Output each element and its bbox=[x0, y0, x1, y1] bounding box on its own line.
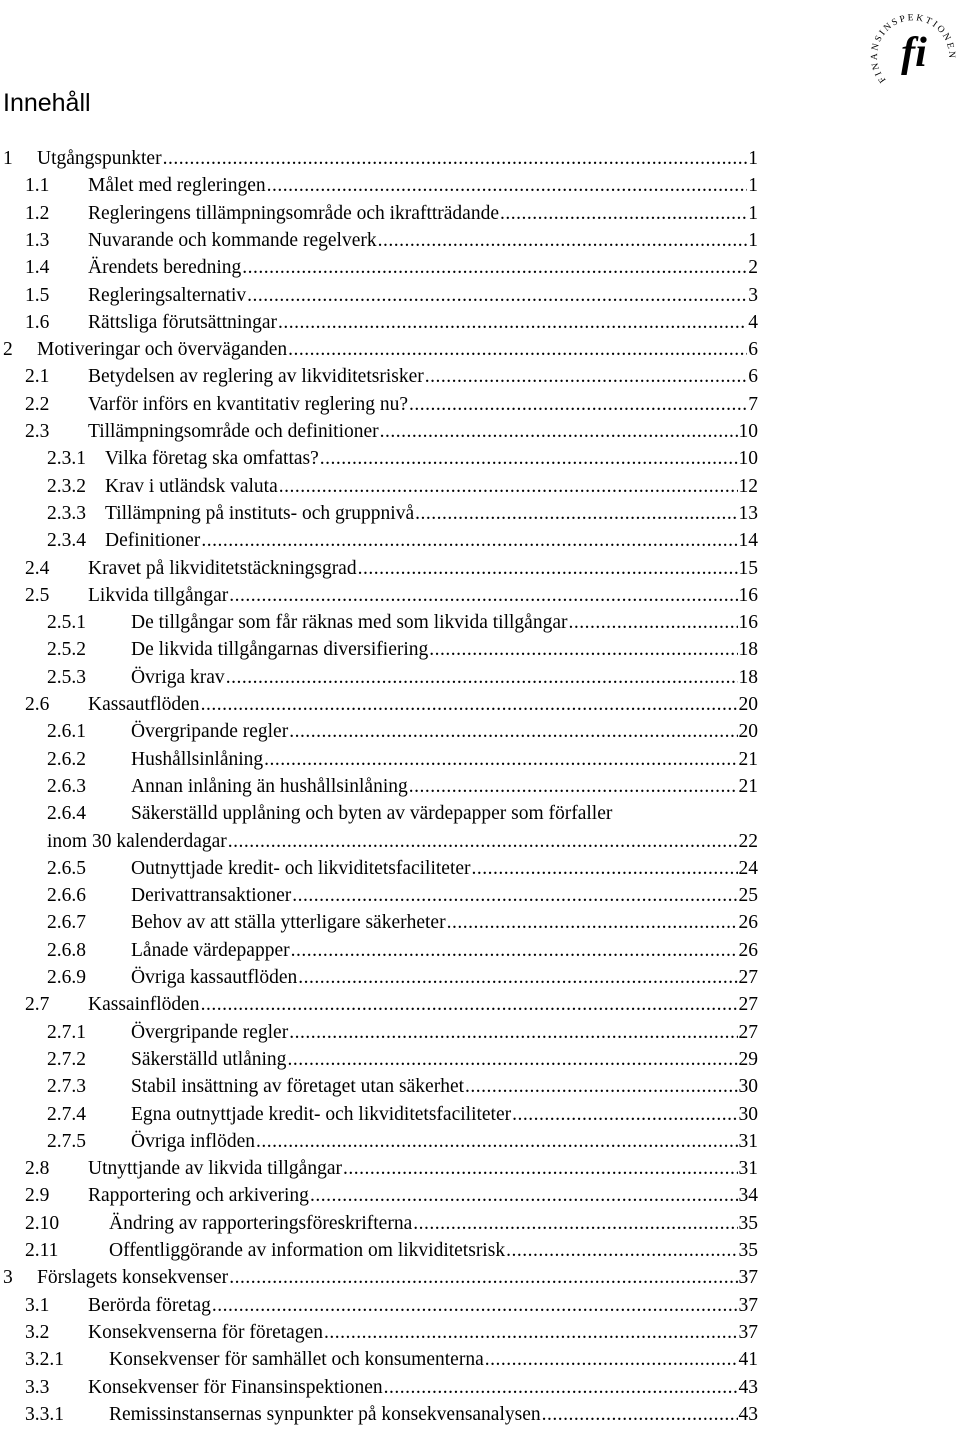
toc-entry[interactable] bbox=[0, 1401, 960, 1428]
toc-dot-leader bbox=[324, 1319, 738, 1346]
toc-entry-number: 2.7.3 bbox=[47, 1076, 86, 1098]
toc-entry[interactable] bbox=[0, 1210, 960, 1237]
toc-entry-title: inom 30 kalenderdagar bbox=[47, 830, 227, 852]
toc-dot-leader bbox=[472, 855, 738, 882]
toc-entry[interactable] bbox=[0, 200, 960, 227]
toc-entry-page: 10 bbox=[738, 448, 758, 470]
toc-entry[interactable] bbox=[0, 555, 960, 582]
toc-entry-page: 29 bbox=[738, 1048, 758, 1070]
toc-entry-number: 2.6.9 bbox=[47, 967, 86, 988]
toc-leader bbox=[131, 1128, 758, 1155]
toc-entry[interactable] bbox=[0, 391, 960, 418]
toc-entry-title: Konsekvenser för samhället och konsumenterna bbox=[109, 1349, 484, 1371]
toc-dot-leader bbox=[229, 582, 737, 609]
toc-entry-title: Varför införs en kvantitativ reglering nu? bbox=[88, 393, 409, 415]
toc-entry-page: 12 bbox=[738, 475, 758, 497]
toc-entry[interactable] bbox=[0, 445, 960, 472]
toc-leader bbox=[131, 1073, 758, 1100]
toc-dot-leader bbox=[287, 1046, 737, 1073]
toc-dot-leader bbox=[485, 1346, 738, 1373]
toc-leader bbox=[37, 145, 758, 172]
toc-entry-continuation[interactable] bbox=[0, 828, 960, 855]
toc-entry-page: 27 bbox=[738, 967, 758, 988]
toc-entry[interactable] bbox=[0, 1346, 960, 1373]
toc-entry-page: 3 bbox=[748, 284, 758, 306]
toc-leader bbox=[88, 200, 758, 227]
toc-entry[interactable] bbox=[0, 609, 960, 636]
toc-dot-leader bbox=[201, 527, 737, 554]
toc-entry-title: Annan inlåning än hushållsinlåning bbox=[131, 775, 408, 797]
toc-dot-leader bbox=[380, 418, 738, 445]
toc-entry-number: 1 bbox=[3, 148, 13, 169]
toc-entry[interactable] bbox=[0, 1128, 960, 1155]
toc-entry-number: 2 bbox=[3, 339, 13, 361]
toc-entry-title: Kassainflöden bbox=[88, 994, 200, 1016]
toc-entry[interactable] bbox=[0, 1073, 960, 1100]
toc-entry[interactable] bbox=[0, 1237, 960, 1264]
toc-entry-number: 3.3.1 bbox=[25, 1403, 64, 1425]
toc-leader bbox=[131, 773, 758, 800]
toc-leader bbox=[131, 882, 758, 909]
toc-entry[interactable] bbox=[0, 282, 960, 309]
toc-entry[interactable] bbox=[0, 964, 960, 991]
toc-entry[interactable] bbox=[0, 1155, 960, 1182]
toc-leader bbox=[37, 336, 758, 363]
toc-entry-number: 2.3.4 bbox=[47, 530, 86, 552]
toc-entry[interactable] bbox=[0, 582, 960, 609]
toc-leader bbox=[131, 664, 758, 691]
toc-entry-number: 2.8 bbox=[25, 1158, 50, 1180]
toc-dot-leader bbox=[163, 145, 748, 172]
toc-entry-number: 2.6.8 bbox=[47, 939, 86, 961]
toc-dot-leader bbox=[228, 828, 738, 855]
toc-title: Innehåll bbox=[3, 89, 91, 117]
toc-entry[interactable] bbox=[0, 1374, 960, 1401]
toc-leader bbox=[131, 1101, 758, 1128]
toc-entry-page: 6 bbox=[748, 366, 758, 388]
toc-dot-leader bbox=[212, 1292, 738, 1319]
toc-leader bbox=[131, 718, 758, 745]
toc-entry[interactable] bbox=[0, 227, 960, 254]
toc-entry-number: 2.6 bbox=[25, 694, 50, 715]
toc-entry-page: 10 bbox=[738, 421, 758, 442]
toc-entry-page: 31 bbox=[738, 1158, 758, 1180]
toc-entry-title: Berörda företag bbox=[88, 1294, 211, 1316]
toc-entry-title: Tillämpning på instituts- och gruppnivå bbox=[105, 502, 415, 524]
toc-entry-number: 2.7.4 bbox=[47, 1103, 86, 1125]
toc-entry-number: 1.3 bbox=[25, 229, 50, 251]
toc-entry-title: Outnyttjade kredit- och likviditetsfaciliteter bbox=[131, 857, 471, 879]
toc-entry-number: 2.6.1 bbox=[47, 721, 86, 743]
toc-dot-leader bbox=[256, 1128, 737, 1155]
toc-entry-title: Offentliggörande av information om likviditetsrisk bbox=[109, 1240, 506, 1261]
toc-leader bbox=[88, 282, 758, 309]
toc-leader bbox=[109, 1237, 758, 1264]
toc-entry-title: Regleringsalternativ bbox=[88, 284, 247, 306]
toc-leader bbox=[88, 1292, 758, 1319]
toc-entry-title: Övriga inflöden bbox=[131, 1130, 256, 1152]
toc-entry-page: 43 bbox=[738, 1376, 758, 1398]
toc-leader bbox=[37, 1264, 758, 1291]
toc-leader bbox=[88, 1319, 758, 1346]
toc-dot-leader bbox=[447, 909, 738, 936]
toc-entry-page: 1 bbox=[748, 229, 758, 251]
toc-entry-title: Hushållsinlåning bbox=[131, 748, 264, 770]
toc-entry[interactable] bbox=[0, 1292, 960, 1319]
toc-entry-number: 3.1 bbox=[25, 1294, 50, 1316]
toc-entry-page: 21 bbox=[738, 775, 758, 797]
toc-entry-number: 2.1 bbox=[25, 366, 50, 388]
toc-entry-number: 2.3.1 bbox=[47, 448, 86, 470]
toc-entry-number: 2.6.6 bbox=[47, 885, 86, 907]
toc-entry-title: Utnyttjande av likvida tillgångar bbox=[88, 1158, 342, 1180]
toc-entry-title: Behov av att ställa ytterligare säkerheter bbox=[131, 912, 446, 934]
toc-leader bbox=[131, 1046, 758, 1073]
toc-dot-leader bbox=[289, 1019, 737, 1046]
toc-dot-leader bbox=[506, 1237, 737, 1264]
toc-entry-title: Tillämpningsområde och definitioner bbox=[88, 421, 379, 442]
toc-entry-title: Konsekvenser för Finansinspektionen bbox=[88, 1376, 383, 1398]
toc-dot-leader bbox=[247, 282, 747, 309]
toc-entry[interactable] bbox=[0, 1182, 960, 1209]
toc-entry-title: Konsekvenserna för företagen bbox=[88, 1321, 323, 1343]
toc-entry-number: 2.11 bbox=[25, 1240, 59, 1261]
toc-dot-leader bbox=[429, 636, 737, 663]
toc-entry-number: 2.7 bbox=[25, 994, 50, 1016]
toc-entry-number: 3.2.1 bbox=[25, 1349, 64, 1371]
toc-entry-page: 30 bbox=[738, 1103, 758, 1125]
toc-entry-number: 2.7.1 bbox=[47, 1021, 86, 1043]
toc-entry-page: 30 bbox=[738, 1076, 758, 1098]
toc-dot-leader bbox=[409, 773, 738, 800]
toc-leader bbox=[131, 1019, 758, 1046]
toc-entry-page: 1 bbox=[748, 202, 758, 224]
toc-entry-page: 26 bbox=[738, 912, 758, 934]
toc-leader bbox=[88, 309, 758, 336]
toc-entry-title: Motiveringar och överväganden bbox=[37, 339, 288, 361]
toc-entry-title: Kravet på likviditetstäckningsgrad bbox=[88, 557, 357, 579]
toc-entry-number: 2.5.1 bbox=[47, 612, 86, 634]
toc-dot-leader bbox=[310, 1182, 738, 1209]
toc-dot-leader bbox=[291, 937, 738, 964]
toc-entry-title: Övriga krav bbox=[131, 666, 225, 688]
toc-entry-number: 2.5 bbox=[25, 584, 50, 606]
toc-entry-page: 41 bbox=[738, 1349, 758, 1371]
toc-entry-number: 2.6.2 bbox=[47, 748, 86, 770]
toc-leader bbox=[47, 828, 758, 855]
toc-dot-leader bbox=[343, 1155, 738, 1182]
toc-dot-leader bbox=[229, 1264, 737, 1291]
toc-entry-number: 3.2 bbox=[25, 1321, 50, 1343]
toc-entry-page: 18 bbox=[738, 666, 758, 688]
toc-dot-leader bbox=[512, 1101, 737, 1128]
toc-leader bbox=[131, 937, 758, 964]
toc-leader bbox=[88, 227, 758, 254]
toc-leader bbox=[131, 636, 758, 663]
toc-entry-number: 2.5.3 bbox=[47, 666, 86, 688]
toc-entry-title: Säkerställd upplåning och byten av värdepapper som förfaller bbox=[131, 803, 613, 825]
toc-dot-leader bbox=[242, 254, 747, 281]
toc-dot-leader bbox=[465, 1073, 737, 1100]
toc-entry-number: 2.7.5 bbox=[47, 1130, 86, 1152]
toc-entry-page: 4 bbox=[748, 311, 758, 333]
toc-entry-title: Derivattransaktioner bbox=[131, 885, 292, 907]
toc-leader bbox=[88, 555, 758, 582]
toc-entry-number: 2.2 bbox=[25, 393, 50, 415]
toc-dot-leader bbox=[279, 473, 738, 500]
toc-entry-title: De likvida tillgångarnas diversifiering bbox=[131, 639, 429, 661]
toc-entry[interactable] bbox=[0, 363, 960, 390]
toc-entry[interactable] bbox=[0, 309, 960, 336]
toc-entry-title: Likvida tillgångar bbox=[88, 584, 229, 606]
toc-entry[interactable] bbox=[0, 1046, 960, 1073]
toc-entry-page: 37 bbox=[738, 1294, 758, 1316]
toc-entry-number: 2.3.2 bbox=[47, 475, 86, 497]
toc-entry-number: 3.3 bbox=[25, 1376, 50, 1398]
toc-leader bbox=[88, 991, 758, 1018]
toc-dot-leader bbox=[425, 363, 748, 390]
toc-leader bbox=[88, 582, 758, 609]
toc-leader bbox=[131, 964, 758, 991]
toc-entry-title: Övergripande regler bbox=[131, 1021, 289, 1043]
toc-entry-page: 16 bbox=[738, 584, 758, 606]
toc-entry-page: 13 bbox=[738, 502, 758, 524]
toc-leader bbox=[131, 909, 758, 936]
toc-entry-number: 2.3 bbox=[25, 421, 50, 442]
toc-dot-leader bbox=[409, 391, 747, 418]
toc-dot-leader bbox=[298, 964, 737, 991]
toc-entry-page: 37 bbox=[738, 1267, 758, 1289]
toc-entry-title: Betydelsen av reglering av likviditetsrisker bbox=[88, 366, 424, 388]
toc-leader bbox=[88, 172, 758, 199]
toc-entry[interactable] bbox=[0, 800, 960, 827]
toc-entry-number: 1.6 bbox=[25, 311, 50, 333]
toc-entry[interactable] bbox=[0, 473, 960, 500]
toc-entry-page: 24 bbox=[738, 857, 758, 879]
toc-entry-page: 27 bbox=[738, 1021, 758, 1043]
toc-dot-leader bbox=[415, 500, 737, 527]
toc-dot-leader bbox=[378, 227, 748, 254]
toc-entry[interactable] bbox=[0, 855, 960, 882]
toc-dot-leader bbox=[201, 691, 738, 718]
toc-entry[interactable] bbox=[0, 1101, 960, 1128]
toc-entry[interactable] bbox=[0, 937, 960, 964]
toc-entry-page: 35 bbox=[738, 1212, 758, 1234]
toc-entry-title: Övergripande regler bbox=[131, 721, 289, 743]
toc-leader bbox=[88, 418, 758, 445]
toc-entry-number: 2.4 bbox=[25, 557, 50, 579]
toc-entry-page: 43 bbox=[738, 1403, 758, 1425]
toc-dot-leader bbox=[292, 882, 737, 909]
toc-entry[interactable] bbox=[0, 1264, 960, 1291]
toc-entry-number: 2.9 bbox=[25, 1185, 50, 1207]
toc-entry-page: 34 bbox=[738, 1185, 758, 1207]
toc-entry[interactable] bbox=[0, 664, 960, 691]
toc-entry-title: Rättsliga förutsättningar bbox=[88, 311, 278, 333]
toc-entry-number: 1.2 bbox=[25, 202, 50, 224]
toc-leader bbox=[131, 855, 758, 882]
toc-entry[interactable] bbox=[0, 691, 960, 718]
toc-entry-page: 22 bbox=[738, 830, 758, 852]
toc-entry-page: 26 bbox=[738, 939, 758, 961]
toc-entry-page: 1 bbox=[748, 175, 758, 197]
toc-dot-leader bbox=[413, 1210, 737, 1237]
toc-dot-leader bbox=[320, 445, 738, 472]
toc-entry-number: 3 bbox=[3, 1267, 13, 1289]
toc-leader bbox=[109, 1401, 758, 1428]
toc-entry-number: 2.5.2 bbox=[47, 639, 86, 661]
toc-leader bbox=[88, 1374, 758, 1401]
toc-entry-title: Målet med regleringen bbox=[88, 175, 266, 197]
toc-entry[interactable] bbox=[0, 909, 960, 936]
toc-dot-leader bbox=[201, 991, 738, 1018]
toc-leader bbox=[88, 254, 758, 281]
toc-entry-page: 2 bbox=[748, 257, 758, 279]
toc-entry-number: 2.7.2 bbox=[47, 1048, 86, 1070]
toc-leader bbox=[105, 500, 758, 527]
toc-leader bbox=[105, 527, 758, 554]
toc-entry[interactable] bbox=[0, 1019, 960, 1046]
toc-leader bbox=[88, 363, 758, 390]
toc-entry-number: 1.4 bbox=[25, 257, 50, 279]
toc-entry-title: Övriga kassautflöden bbox=[131, 967, 298, 988]
toc-entry-title: Stabil insättning av företaget utan säkerhet bbox=[131, 1076, 465, 1098]
toc-entry-number: 2.6.4 bbox=[47, 803, 86, 825]
toc-entry-title: Vilka företag ska omfattas? bbox=[105, 448, 319, 470]
toc-entry-number: 1.1 bbox=[25, 175, 50, 197]
toc-dot-leader bbox=[358, 555, 738, 582]
toc-entry-page: 21 bbox=[738, 748, 758, 770]
toc-leader bbox=[131, 746, 758, 773]
toc-entry-page: 18 bbox=[738, 639, 758, 661]
toc-entry-number: 2.6.7 bbox=[47, 912, 86, 934]
toc-dot-leader bbox=[226, 664, 738, 691]
toc-entry-page: 20 bbox=[738, 721, 758, 743]
toc-leader bbox=[131, 609, 758, 636]
toc-entry-page: 37 bbox=[738, 1321, 758, 1343]
toc-entry-title: Säkerställd utlåning bbox=[131, 1048, 287, 1070]
toc-entry[interactable] bbox=[0, 527, 960, 554]
toc-entry-title: Förslagets konsekvenser bbox=[37, 1267, 229, 1289]
toc-entry[interactable] bbox=[0, 500, 960, 527]
toc-entry[interactable] bbox=[0, 636, 960, 663]
toc-entry-number: 2.6.5 bbox=[47, 857, 86, 879]
toc-entry[interactable] bbox=[0, 172, 960, 199]
toc-dot-leader bbox=[542, 1401, 738, 1428]
toc-dot-leader bbox=[288, 336, 747, 363]
toc-entry[interactable] bbox=[0, 336, 960, 363]
toc-leader bbox=[88, 691, 758, 718]
toc-entry-title: Kassautflöden bbox=[88, 694, 200, 715]
toc-entry-page: 1 bbox=[748, 148, 758, 169]
table-of-contents bbox=[0, 145, 960, 1440]
toc-dot-leader bbox=[264, 746, 737, 773]
toc-dot-leader bbox=[289, 718, 737, 745]
toc-entry-page: 35 bbox=[738, 1240, 758, 1261]
toc-entry-number: 2.10 bbox=[25, 1212, 60, 1234]
toc-leader bbox=[105, 473, 758, 500]
toc-entry[interactable] bbox=[0, 418, 960, 445]
toc-entry[interactable] bbox=[0, 991, 960, 1018]
toc-entry-title: Rapportering och arkivering bbox=[88, 1185, 309, 1207]
toc-dot-leader bbox=[384, 1374, 738, 1401]
toc-entry-page: 20 bbox=[738, 694, 758, 715]
toc-entry-number: 2.6.3 bbox=[47, 775, 86, 797]
toc-entry-title: Egna outnyttjade kredit- och likviditetsfaciliteter bbox=[131, 1103, 512, 1125]
toc-dot-leader bbox=[500, 200, 747, 227]
toc-entry-page: 7 bbox=[748, 393, 758, 415]
toc-entry-number: 2.3.3 bbox=[47, 502, 86, 524]
toc-entry-title: De tillgångar som får räknas med som likvida tillgångar bbox=[131, 612, 568, 634]
logo-arc-text: FINANSINSPEKTIONEN bbox=[869, 13, 957, 85]
toc-dot-leader bbox=[267, 172, 748, 199]
toc-entry-title: Ärendets beredning bbox=[88, 257, 242, 279]
toc-entry-page: 14 bbox=[738, 530, 758, 552]
toc-entry-title: Regleringens tillämpningsområde och ikraftträdande bbox=[88, 202, 499, 224]
toc-entry-title: Utgångspunkter bbox=[37, 148, 162, 169]
toc-entry-page: 27 bbox=[738, 994, 758, 1016]
toc-leader bbox=[105, 445, 758, 472]
toc-dot-leader bbox=[278, 309, 747, 336]
toc-entry[interactable] bbox=[0, 145, 960, 172]
toc-leader bbox=[109, 1210, 758, 1237]
toc-entry[interactable] bbox=[0, 773, 960, 800]
logo-mark: fi bbox=[901, 30, 927, 76]
toc-entry[interactable] bbox=[0, 882, 960, 909]
toc-entry-number: 1.5 bbox=[25, 284, 50, 306]
toc-entry-page: 31 bbox=[738, 1130, 758, 1152]
toc-entry-title: Definitioner bbox=[105, 530, 201, 552]
toc-entry-page: 16 bbox=[738, 612, 758, 634]
toc-entry-title: Nuvarande och kommande regelverk bbox=[88, 229, 377, 251]
toc-entry-page: 6 bbox=[748, 339, 758, 361]
toc-leader bbox=[109, 1346, 758, 1373]
toc-leader bbox=[88, 1155, 758, 1182]
toc-entry-title: Krav i utländsk valuta bbox=[105, 475, 278, 497]
toc-entry-title: Lånade värdepapper bbox=[131, 939, 290, 961]
finansinspektionen-logo bbox=[866, 0, 960, 92]
toc-leader bbox=[88, 391, 758, 418]
toc-entry-title: Ändring av rapporteringsföreskrifterna bbox=[109, 1212, 413, 1234]
toc-entry[interactable] bbox=[0, 254, 960, 281]
toc-entry-title: Remissinstansernas synpunkter på konsekvensanalysen bbox=[109, 1403, 541, 1425]
toc-entry[interactable] bbox=[0, 718, 960, 745]
toc-entry[interactable] bbox=[0, 1319, 960, 1346]
toc-entry-page: 25 bbox=[738, 885, 758, 907]
toc-dot-leader bbox=[568, 609, 737, 636]
toc-leader bbox=[88, 1182, 758, 1209]
toc-entry[interactable] bbox=[0, 746, 960, 773]
toc-entry-page: 15 bbox=[738, 557, 758, 579]
